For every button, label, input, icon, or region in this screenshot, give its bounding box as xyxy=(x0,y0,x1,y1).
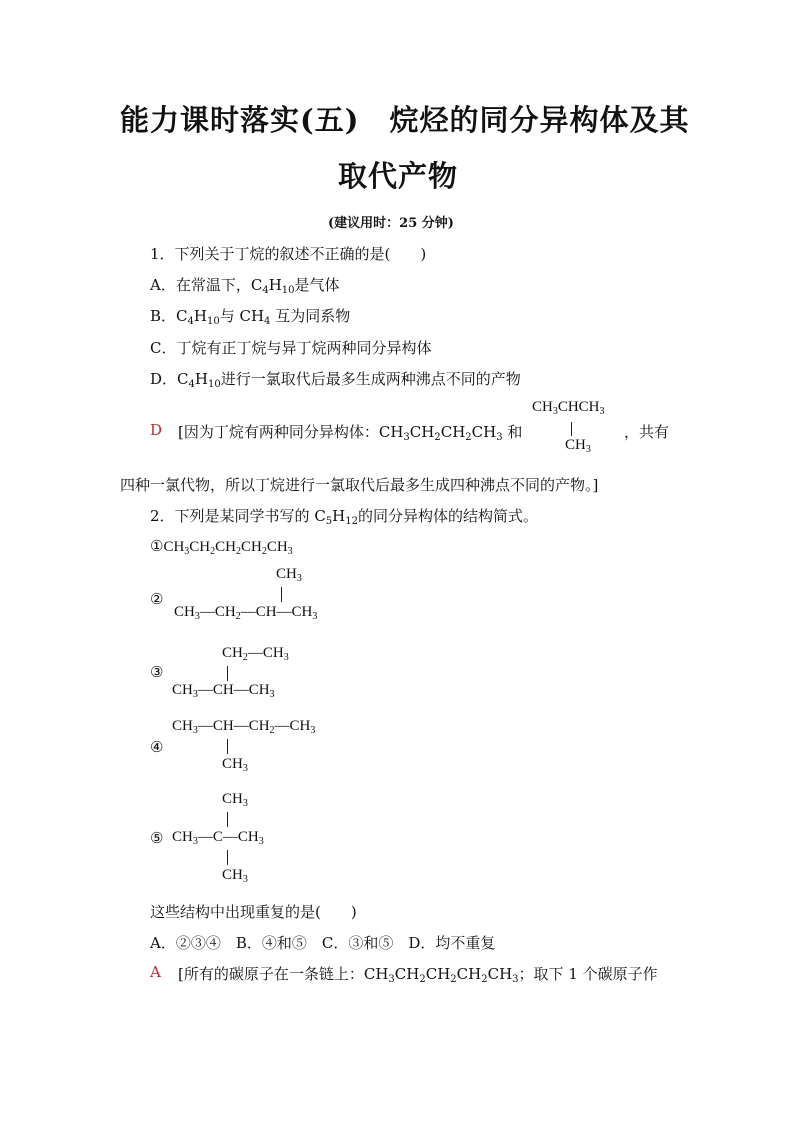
structure-1: $①CH_3CH_2CH_2CH_2CH_3$ xyxy=(150,539,293,557)
q2-stem: 2．下列是某同学书写的 $C_5H_{12}$的同分异构体的结构简式。 xyxy=(150,507,539,527)
q1-answer: D xyxy=(150,421,163,439)
q1-explanation-end: ，共有 xyxy=(624,423,670,441)
isobutane-top: $CH_3CHCH_3$ xyxy=(532,399,605,417)
structure-2-bond xyxy=(281,587,282,602)
structure-5-main: $CH_3—C—CH_3$ xyxy=(172,829,264,847)
structure-2-number: ② xyxy=(150,590,164,608)
time-note: (建议用时：25 分钟) xyxy=(328,216,454,231)
q2-prompt: 这些结构中出现重复的是( ) xyxy=(150,903,357,921)
structure-2-main: $CH_3—CH_2—CH—CH_3$ xyxy=(174,604,318,622)
q1-option-d: D．$C_4H_{10}$进行一氯取代后最多生成两种沸点不同的产物 xyxy=(150,370,521,390)
isobutane-bottom: $CH_3$ xyxy=(565,437,591,455)
structure-4-main: $CH_3—CH—CH_2—CH_3$ xyxy=(172,718,316,736)
structure-5-bottom: $CH_3$ xyxy=(222,867,248,885)
q1-explanation-line2: 四种一氯代物，所以丁烷进行一氯取代后最多生成四种沸点不同的产物。] xyxy=(120,476,599,494)
q2-answer: A xyxy=(150,963,161,981)
structure-2-branch: $CH_3$ xyxy=(276,566,302,584)
structure-5-bond-top xyxy=(227,812,228,827)
structure-4-number: ④ xyxy=(150,738,164,756)
q1-explanation-line1: [因为丁烷有两种同分异构体：$CH_3CH_2CH_2CH_3$ 和 xyxy=(178,423,523,443)
structure-3-branch: $CH_2—CH_3$ xyxy=(222,645,289,663)
page-title: 能力课时落实(五) 烷烃的同分异构体及其 xyxy=(120,103,690,137)
q2-explanation: [所有的碳原子在一条链上：$CH_3CH_2CH_2CH_2CH_3$；取下 1 个碳原子作 xyxy=(178,965,658,985)
structure-4-bond xyxy=(227,739,228,754)
q2-options: A．②③④ B．④和⑤ C．③和⑤ D．均不重复 xyxy=(150,934,496,952)
structure-5-bond-bottom xyxy=(227,850,228,865)
structure-3-number: ③ xyxy=(150,663,164,681)
structure-4-branch: $CH_3$ xyxy=(222,756,248,774)
structure-3-bond xyxy=(227,666,228,681)
structure-3-main: $CH_3—CH—CH_3$ xyxy=(172,682,275,700)
q1-stem: 1．下列关于丁烷的叙述不正确的是( ) xyxy=(150,245,427,263)
structure-5-number: ⑤ xyxy=(150,829,164,847)
q1-option-b: B．$C_4H_{10}$与 $CH_4$ 互为同系物 xyxy=(150,307,351,327)
q1-option-a: A．在常温下，$C_4H_{10}$是气体 xyxy=(150,276,340,296)
structure-5-top: $CH_3$ xyxy=(222,791,248,809)
isobutane-bond xyxy=(571,422,572,436)
q1-option-c: C．丁烷有正丁烷与异丁烷两种同分异构体 xyxy=(150,339,432,357)
page-title-line2: 取代产物 xyxy=(338,159,459,193)
